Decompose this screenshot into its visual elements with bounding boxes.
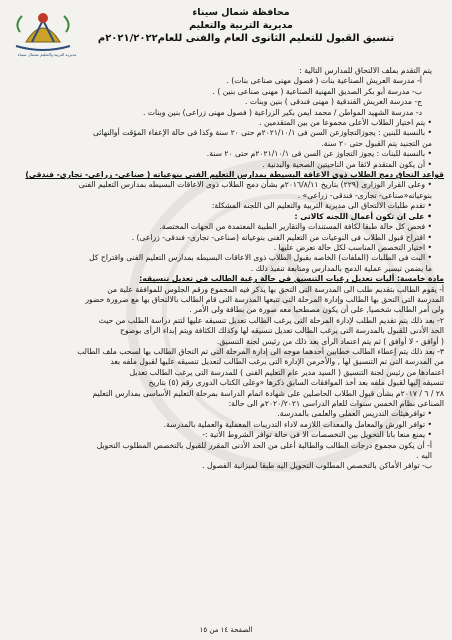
document-header	[0, 0, 452, 62]
text-line: يتم التقدم بملف الالتحاق للمدارس التالية :	[299, 66, 432, 75]
text-line: ج- مدرسة العريش الفندقية ( مهنى فندقى ) بنين وبنات .	[245, 97, 422, 107]
text-line: أ- مدرسة العريش الصناعية بنات ( فصول مهنى صناعى بنات) .	[226, 76, 422, 86]
document-title: تنسيق القبول للتعليم الثانوى العام والفنى للعام٢٠٢١/٢٠٢٢م	[97, 33, 395, 44]
text-line: قواعد التحاق دمج الطلاب ذوى الاعاقة البسيطة بمدارس التعليم الفنى بنوعياته ( صناعى- زراعى- تجارى- فندقى)	[25, 170, 444, 180]
text-line: ما يضمن تيسير عملية الدمج بالمدارس ومتابعة تنفيذ ذلك .	[250, 263, 432, 273]
text-line: • اختيار التخصص المناسب لكل حالة تعرض عليها .	[273, 242, 432, 252]
text-line: • أن يكون المتقدم لائقا من الناحيتين الصحية والبدنية .	[262, 159, 432, 169]
text-line: • يتم اختيار الطلاب الأعلى مجموعا من بين المتقدمين .	[259, 118, 432, 128]
text-line: • توافرهيئات التدريس العملى والعلمى بالمدرسة.	[277, 409, 432, 419]
text-line: الحد الأدنى للقبول بالمدرسة التى يرغب الطالب تعديل تنسيقه لها وكذلك الكثافة ويتم إبداء الرأى بوضوح	[120, 326, 444, 336]
governorate-name: محافظة شمال سيناء	[192, 7, 290, 18]
text-line: أ- أن يكون مجموع درجات الطالب والطالبة أعلى من الحد الأدنى المقرر للقبول بالتخصص المطلوب التحويل	[96, 440, 432, 450]
text-line: • البت فى الطلبات (الملفات) الخاصه بقبول الطلاب ذوى الاعاقات البسيطه بمدارس التعليم الفنى واقتراح كل	[89, 253, 432, 263]
text-line: • يمنع منعا باتا التحويل بين التخصصات الا فى حالة توافر الشروط الأتية :-	[202, 430, 432, 440]
text-line: من التجنيد يتم القبول حتى ٢٠ سنة.	[321, 138, 432, 148]
text-line: ٢٨ / ٦ / ٢٠١٧م بشأن قبول الطلاب الحاصلين على شهادة اتمام الدراسة بمرحلة التعليم الأساسى بمدارس التعليم	[92, 388, 444, 398]
text-line: • توافر الورش والمعامل والمعدات اللازمه لاداء التدريبات المعملية والعملية بالمدرسة.	[163, 419, 432, 429]
text-line: د- مدرسة الشهيد المواطن / محمد ايمن بكير الزراعية ( فصول مهنى زراعى) بنين وبنات .	[143, 107, 422, 117]
text-line: تنسيقه إليها لقبول ملفه بعد أخذ الموافقات السابق ذكرها «وعلى الكتاب الدورى رقم (٥) بتاريخ	[148, 378, 444, 388]
text-line: اعتمادها من رئيس لجنة التنسيق ( السيد مدير عام التعليم الفنى ) للمدرسة التى يرغب الطالب تعديل	[129, 367, 444, 377]
text-line: • فحص كل حالة طبقا لكافة المستندات والتقارير الطبية المعتمدة من الجهات المختصة.	[159, 222, 432, 232]
text-line: ٢- بعد ذلك يتم تقديم الطلب لإدارة المرحلة التى يرغب الطالب تعديل تنسيقه عليها لتتم دراسة الطلب من حيث	[98, 315, 444, 325]
text-line: • بالنسبة للبنين : يجوزالتجاوزعن السن فى ٢٠٢١/١٠/١م حتى ٢٠ سنة وكذا فى حالة الإعفاء المؤقت أوالنهائى	[92, 128, 432, 138]
directorate-name: مديرية التربية والتعليم	[189, 20, 293, 31]
text-line: اليه .	[416, 451, 432, 461]
text-line: ( أوافق - لا أوافق ) ثم يتم اعتماد الرأى بعد ذلك من رئيس لجنة التنسيق.	[216, 336, 444, 346]
text-line: بنوعياته«صناعى- تجارى- فندقى- زراعى» .	[297, 190, 432, 200]
text-line: • تقدم طلبات الالتحاق الى مديرية التربية والتعليم الى اللجنه المشكلة:	[211, 201, 432, 211]
text-line: • اقتراح قبول الطلاب فى النوعيات من التعليم الفنى بنوعياته (صناعى- تجارى- فندقى- زراعى) .	[131, 232, 432, 242]
text-line: ب- توافر الأماكن بالتخصص المطلوب التحويل اليه طبقا لميزانية الفصول .	[202, 461, 432, 471]
text-line: ب- مدرسة أبو بكر الصديق المهنية الصناعية ( مهنى صناعى بنين ) .	[212, 86, 422, 96]
text-line: أ- يقوم الطالب بتقديم طلب الى المدرسة التى التحق بها يذكر فيه المجموع ورقم الجلوس للموافقة علية من	[107, 284, 444, 294]
text-line: • على ان تكون أعمال اللجنه كالاتى :	[294, 211, 432, 221]
text-line: من المدرسة التى تم التنسيق لها , والأخرمن الإدارة التى يرغب الطالب لتعديل تنسيقه عليها لقبول ملفه بعد	[110, 357, 444, 367]
text-line: المدرسة التى التحق بها الطالب وإدارة المرحلة التى تتبعها المدرسة التى قام الطالب بالالتحاق بها مع ضرورة حضور	[85, 294, 444, 304]
text-line: الصناعى نظام الخمس سنوات للعام الدراسى ٢٠٢٠/٢٠٢١م الى حالة:	[228, 399, 444, 408]
text-line: مادة خامسة: أليات تعديل رغبات التنسيق فى حالة رغبة الطالب فى تعديل تنسيقه:	[139, 274, 444, 284]
text-line: • وعلى القرار الوزارى (٢٢٩) بتاريخ ٢٠١٦/٨/١١م بشأن دمج الطلاب ذوى الاعاقات البسيطه بمدارس التعليم الفنى	[78, 180, 432, 190]
page-number: الصفحة ١٤ من ١٥	[199, 626, 253, 634]
logo-caption: مديرية التربية والتعليم بشمال سيناء	[17, 52, 77, 57]
text-line: ولى أمر الطالب شخصيا, على أن يكون مصطحبا معه صورة من بطاقة ولى الأمر .	[189, 305, 444, 315]
text-line: • بالنسبة للبنات : يجوز التجاوز عن السن فى ٢٠٢١/١٠/١م حتى ٢٠ سنة.	[206, 149, 432, 159]
document-body	[6, 66, 444, 472]
text-line: ٣- بعد ذلك يتم إعطاء الطالب خطابين أحدهما موجه الى إدارة المرحلة التى تم التحاق الطالب بها لسحب ملف الطالب	[77, 346, 444, 356]
